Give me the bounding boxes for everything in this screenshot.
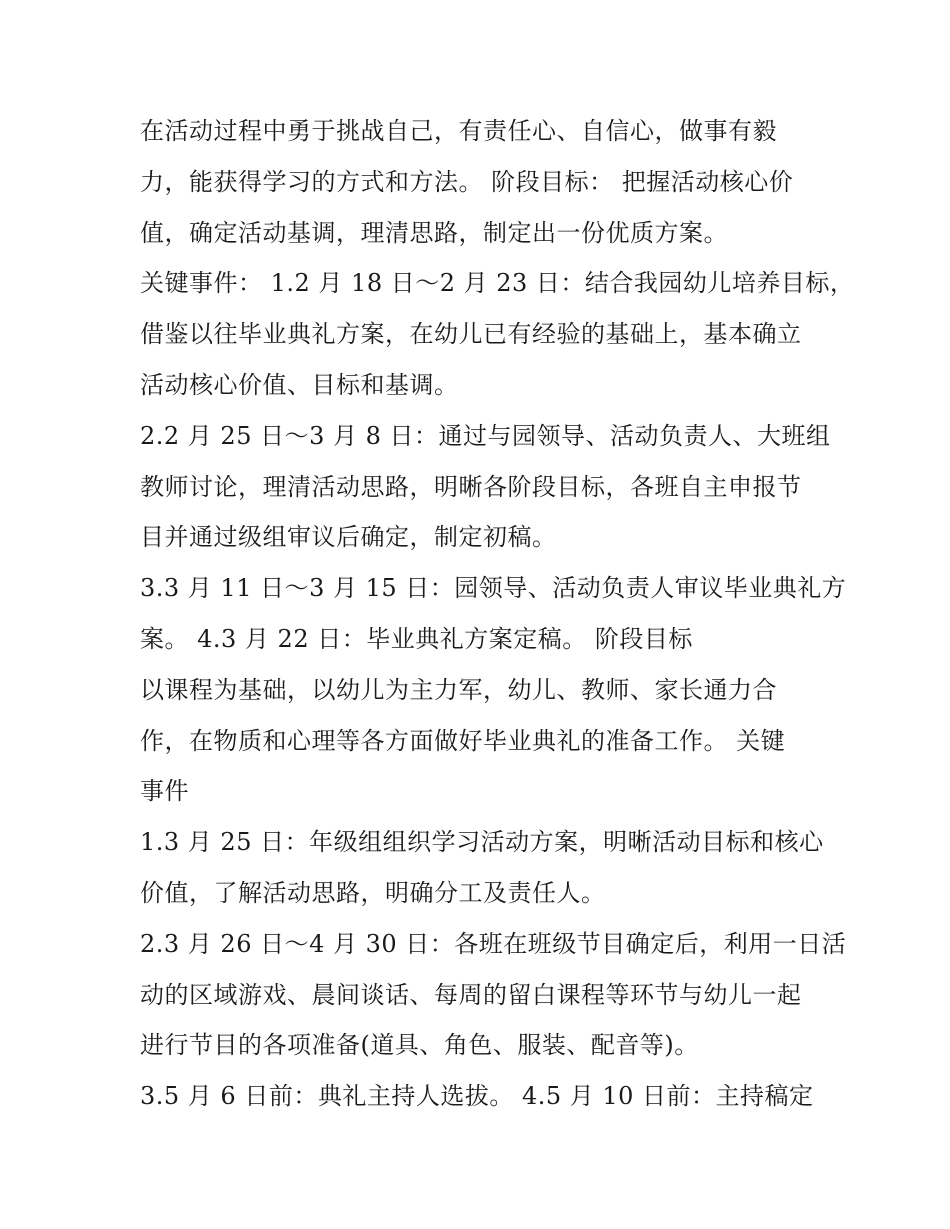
text-line: 以课程为基础，以幼儿为主力军，幼儿、教师、家长通力合 bbox=[140, 675, 777, 704]
text-line: 2.3 月 26 日～4 月 30 日：各班在班级节目确定后，利用一日活 bbox=[140, 929, 847, 958]
text-line: 2.2 月 25 日～3 月 8 日：通过与园领导、活动负责人、大班组 bbox=[140, 421, 831, 450]
text-line: 力，能获得学习的方式和方法。 阶段目标： 把握活动核心价 bbox=[140, 167, 794, 196]
text-line: 动的区域游戏、晨间谈话、每周的留白课程等环节与幼儿一起 bbox=[140, 980, 802, 1009]
text-line: 活动核心价值、目标和基调。 bbox=[140, 370, 459, 399]
text-line: 案。 4.3 月 22 日：毕业典礼方案定稿。 阶段目标 bbox=[140, 624, 693, 653]
text-line: 目并通过级组审议后确定，制定初稿。 bbox=[140, 523, 557, 552]
text-line: 3.5 月 6 日前：典礼主持人选拔。 4.5 月 10 日前：主持稿定 bbox=[140, 1082, 814, 1111]
text-line: 借鉴以往毕业典礼方案，在幼儿已有经验的基础上，基本确立 bbox=[140, 320, 802, 349]
document-body bbox=[140, 106, 855, 1122]
text-line: 事件 bbox=[140, 777, 189, 806]
text-line: 作，在物质和心理等各方面做好毕业典礼的准备工作。 关键 bbox=[140, 726, 786, 755]
text-line: 3.3 月 11 日～3 月 15 日：园领导、活动负责人审议毕业典礼方 bbox=[140, 574, 847, 603]
text-line: 关键事件： 1.2 月 18 日～2 月 23 日：结合我园幼儿培养目标， bbox=[140, 269, 855, 298]
text-line: 1.3 月 25 日：年级组组织学习活动方案，明晰活动目标和核心 bbox=[140, 828, 824, 857]
text-line: 进行节目的各项准备(道具、角色、服装、配音等)。 bbox=[140, 1031, 699, 1060]
text-line: 价值，了解活动思路，明确分工及责任人。 bbox=[140, 878, 606, 907]
text-line: 值，确定活动基调，理清思路，制定出一份优质方案。 bbox=[140, 218, 728, 247]
text-line: 在活动过程中勇于挑战自己，有责任心、自信心，做事有毅 bbox=[140, 117, 777, 145]
text-line: 教师讨论，理清活动思路，明晰各阶段目标，各班自主申报节 bbox=[140, 472, 802, 501]
